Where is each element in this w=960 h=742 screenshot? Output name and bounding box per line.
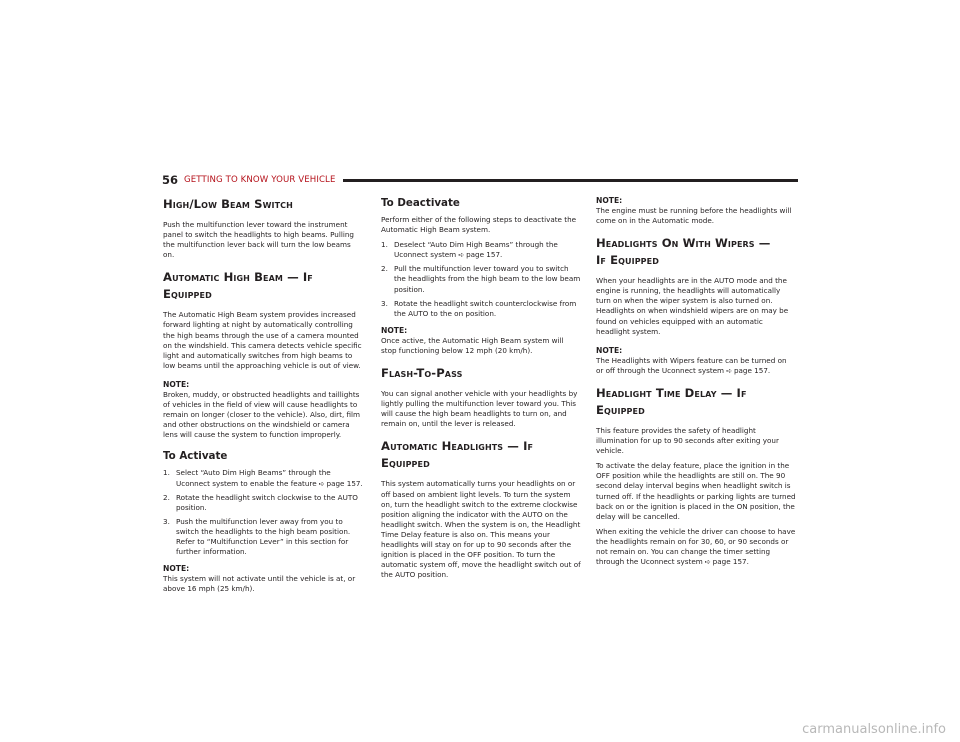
paragraph: When exiting the vehicle the driver can choose to have the headlights remain on for 30, 60, or 90 seconds or not remain on. You can change the timer setting through the Uconnect system [596,526,796,567]
activate-steps [163,468,363,557]
heading-to-activate: To Activate [163,450,228,463]
note-label: NOTE: [163,379,190,389]
page-reference-link[interactable]: ➪ page 157. [704,557,749,567]
note-label: NOTE: [596,345,623,355]
heading-automatic-headlights: Automatic Headlights — If Equipped [381,439,534,471]
arrow-right-icon: ➪ [726,366,732,375]
step-text: Push the multifunction lever away from you to switch the headlights to the high beam position. Refer to “Multifunction Lever” in this section for further information. [176,516,351,557]
step-text: Rotate the headlight switch counterclockwise from the AUTO to the on position. [394,298,577,318]
step-number: 3. [381,298,388,308]
note-text: Once active, the Automatic High Beam system will stop functioning below 12 mph (20 km/h). [381,335,564,355]
list-item [381,299,581,319]
note-label: NOTE: [596,196,623,205]
step-number: 3. [163,516,170,526]
page-reference-link[interactable]: ➪ page 157. [726,365,771,375]
watermark: carmanualsonline.info [802,722,946,737]
page-number: 56 [162,173,179,187]
arrow-right-icon: ➪ [704,558,711,567]
note-text: This system will not activate until the vehicle is at, or above 16 mph (25 km/h). [163,574,356,594]
heading-if-equipped: If Equipped [596,253,659,268]
list-item [381,240,581,260]
column-1 [163,196,363,603]
note-text: Broken, muddy, or obstructed headlights and taillights of vehicles in the field of view will cause headlights to remain on longer (closer to the vehicle). Also, dirt, film and other obstructions on the windshield or camera lens will cause the system to function improperly. [163,389,361,440]
step-text: Pull the multifunction lever toward you to switch the headlights from the high beam to the low beam position. [394,264,581,294]
note-text: The engine must be running before the headlights will come on in the Automatic mode. [596,206,792,226]
note-label: NOTE: [381,325,408,335]
note-label: NOTE: [163,564,190,574]
step-number: 2. [163,492,170,502]
column-3 [596,196,796,572]
column-2 [381,196,581,585]
step-text: Select “Auto Dim High Beams” through the Uconnect system to enable the feature [176,468,331,488]
heading-to-deactivate: To Deactivate [381,197,460,209]
heading-high-low-beam: High/Low Beam Switch [163,197,293,211]
paragraph: Push the multifunction lever toward the instrument panel to switch the headlights to high beams. Pulling the multifunction lever back will turn the low beams on. [163,220,354,260]
heading-flash-to-pass: Flash-To-Pass [381,366,463,381]
heading-headlights-on-with-wipers: Headlights On With Wipers — [596,236,771,251]
paragraph: This feature provides the safety of headlight illumination for up to 90 seconds after exiting your vehicle. [596,425,779,456]
paragraph: Perform either of the following steps to deactivate the Automatic High Beam system. [381,215,577,235]
paragraph: You can signal another vehicle with your headlights by lightly pulling the multifunction lever toward you. This will cause the high beam headlights to turn on, and remain on, until the lever is released. [381,389,578,429]
note-text: The Headlights with Wipers feature can be turned on or off through the Uconnect system [596,355,787,375]
step-number: 1. [163,468,170,478]
page-reference-link[interactable]: ➪ page 157. [318,478,363,488]
heading-automatic-high-beam: Automatic High Beam — If Equipped [163,270,313,302]
page-reference-link[interactable]: ➪ page 157. [458,250,503,260]
paragraph: This system automatically turns your headlights on or off based on ambient light levels. To turn the system on, turn the headlight switch to the extreme clockwise position aligning the indicator with the AUTO on the headlight switch. When the system is on, the Headlight Time Delay feature is also on. This means your headlights will stay on for up to 90 seconds after the ignition is placed in the OFF position. To turn the automatic system off, move the headlight switch out of the AUTO position. [381,479,581,580]
arrow-right-icon: ➪ [318,479,325,488]
step-number: 2. [381,264,388,274]
deactivate-steps [381,240,581,319]
paragraph: To activate the delay feature, place the ignition in the OFF position while the headlights are still on. The 90 second delay interval begins when headlight switch is turned off. If the headlights or parking lights are turned back on or the ignition is placed in the ON position, the delay will be cancelled. [596,461,796,521]
list-item [381,264,581,294]
list-item [163,517,363,557]
paragraph: When your headlights are in the AUTO mode and the engine is running, the headlights will automatically turn on when the wiper system is also turned on. Headlights on when windshield wipers are on may be found on vehicles equipped with an automatic headlight system. [596,276,789,336]
list-item [163,493,363,513]
arrow-right-icon: ➪ [458,251,465,260]
section-title: GETTING TO KNOW YOUR VEHICLE [184,175,336,185]
list-item [163,468,363,488]
page-header [162,172,798,188]
step-text: Rotate the headlight switch clockwise to the AUTO position. [176,492,358,512]
paragraph: The Automatic High Beam system provides increased forward lighting at night by automatically controlling the high beams through the use of a camera mounted on the windshield. This camera detects vehicle specific light and automatically switches from high beams to low beams until the approaching vehicle is out of view. [163,310,362,370]
step-text: Deselect “Auto Dim High Beams” through the Uconnect system [394,240,558,260]
step-number: 1. [381,240,388,250]
header-rule [343,179,798,182]
heading-headlight-time-delay: Headlight Time Delay — If Equipped [596,385,747,417]
